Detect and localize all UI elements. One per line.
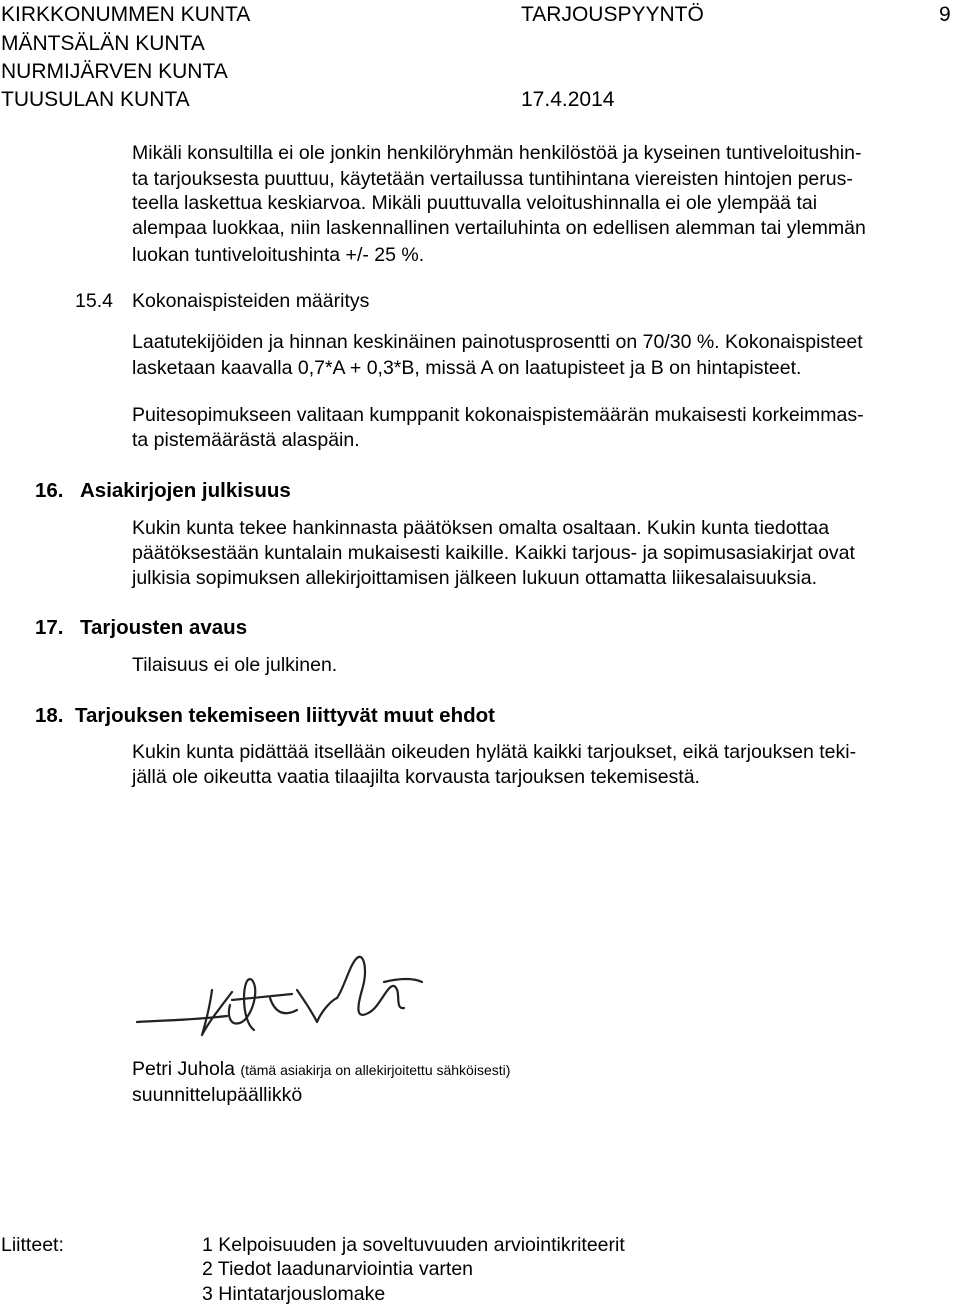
section-16-number: 16. — [35, 479, 64, 502]
section-17-title: Tarjousten avaus — [80, 616, 248, 639]
attachments-label: Liitteet: — [1, 1234, 64, 1256]
section-15-4-title: Kokonaispisteiden määritys — [132, 290, 370, 312]
document-date: 17.4.2014 — [521, 88, 615, 111]
signatory-title: suunnittelupäällikkö — [132, 1084, 303, 1106]
intro-line: teella laskettua keskiarvoa. Mikäli puuttuvalla veloitushinnalla ei ole ylempää tai — [132, 192, 818, 214]
section-16-line: Kukin kunta tekee hankinnasta päätöksen omalta osaltaan. Kukin kunta tiedottaa — [132, 517, 830, 539]
section-17-text: Tilaisuus ei ole julkinen. — [132, 654, 338, 676]
handwritten-signature — [132, 950, 432, 1050]
document-type: TARJOUSPYYNTÖ — [521, 3, 704, 26]
section-18-line: Kukin kunta pidättää itsellään oikeuden hylätä kaikki tarjoukset, eikä tarjouksen teki- — [132, 741, 857, 763]
section-15-4-para1-line: lasketaan kaavalla 0,7*A + 0,3*B, missä A on laatupisteet ja B on hintapisteet. — [132, 357, 802, 379]
section-16-title: Asiakirjojen julkisuus — [80, 479, 291, 502]
intro-line: Mikäli konsultilla ei ole jonkin henkilöryhmän henkilöstöä ja kyseinen tuntiveloitushin- — [132, 142, 862, 164]
section-18-title: Tarjouksen tekemiseen liittyvät muut ehdot — [75, 704, 495, 727]
attachment-item: 3 Hintatarjouslomake — [202, 1283, 386, 1305]
municipality-3: NURMIJÄRVEN KUNTA — [1, 60, 228, 83]
signatory-name: Petri Juhola — [132, 1058, 235, 1080]
section-15-4-para1-line: Laatutekijöiden ja hinnan keskinäinen painotusprosentti on 70/30 %. Kokonaispisteet — [132, 331, 863, 353]
section-17-number: 17. — [35, 616, 64, 639]
intro-line: luokan tuntiveloitushinta +/- 25 %. — [132, 244, 425, 266]
attachment-item: 2 Tiedot laadunarviointia varten — [202, 1258, 474, 1280]
municipality-1: KIRKKONUMMEN KUNTA — [1, 3, 251, 26]
signature-note: (tämä asiakirja on allekirjoitettu sähköisesti) — [240, 1062, 511, 1078]
municipality-2: MÄNTSÄLÄN KUNTA — [1, 32, 205, 55]
intro-line: ta tarjouksesta puuttuu, käytetään vertailussa tuntihintana viereisten hintojen perus- — [132, 168, 853, 190]
municipality-4: TUUSULAN KUNTA — [1, 88, 190, 111]
section-15-4-para2-line: Puitesopimukseen valitaan kumppanit kokonaispistemäärän mukaisesti korkeimmas- — [132, 404, 864, 426]
section-15-4-para2-line: ta pistemäärästä alaspäin. — [132, 429, 360, 451]
section-16-line: julkisia sopimuksen allekirjoittamisen jälkeen lukuun ottamatta liikesalaisuuksia. — [132, 567, 817, 589]
section-18-line: jällä ole oikeutta vaatia tilaajilta korvausta tarjouksen tekemisestä. — [132, 766, 700, 788]
section-15-4-number: 15.4 — [75, 290, 113, 312]
section-18-number: 18. — [35, 704, 64, 727]
signatory-block — [132, 1056, 510, 1083]
intro-line: alempaa luokkaa, niin laskennallinen vertailuhinta on edellisen alemman tai ylemmän — [132, 217, 866, 239]
attachment-item: 1 Kelpoisuuden ja soveltuvuuden arviointikriteerit — [202, 1234, 625, 1256]
section-16-line: päätöksestään kuntalain mukaisesti kaikille. Kaikki tarjous- ja sopimusasiakirjat ovat — [132, 542, 855, 564]
page-number: 9 — [939, 3, 951, 26]
